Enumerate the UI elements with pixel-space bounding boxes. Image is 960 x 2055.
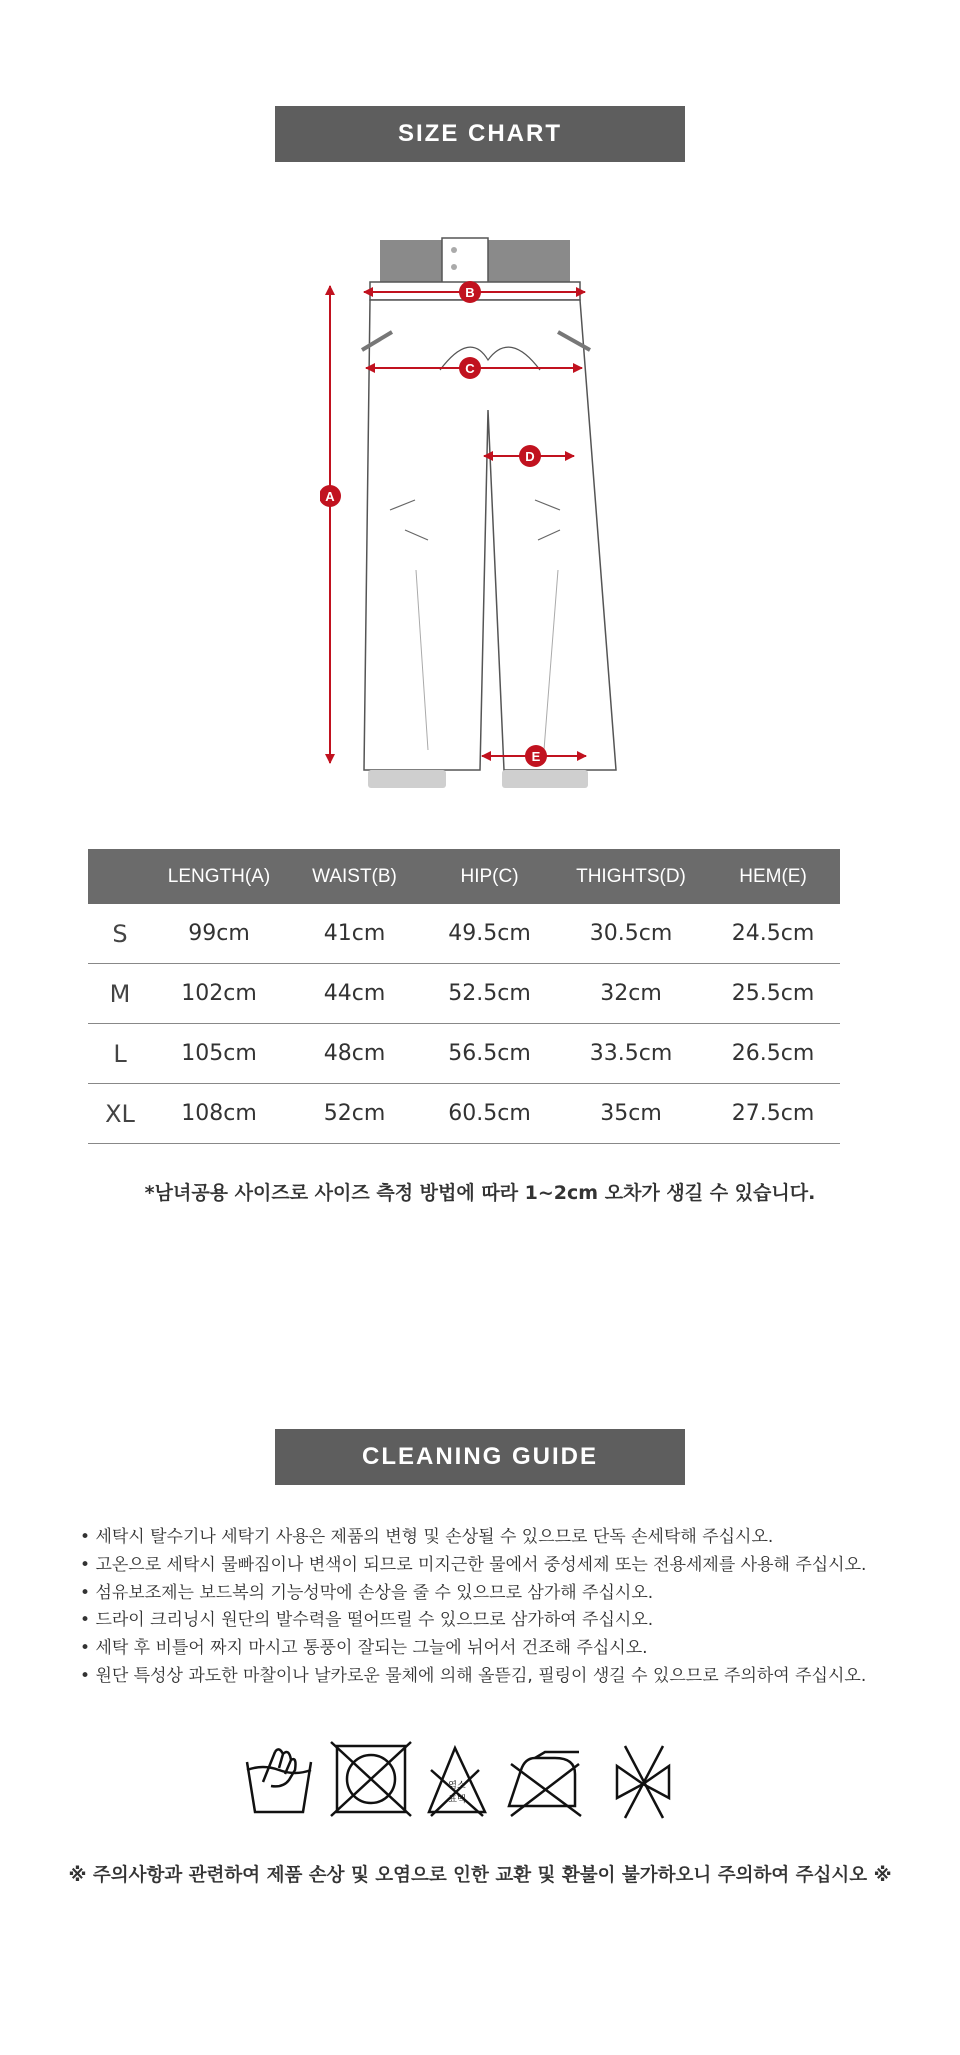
marker-a-label: A [325,489,335,504]
care-icons-row [245,1740,705,1820]
no-bleach-icon [429,1748,485,1816]
header-waist: WAIST(B) [286,849,423,904]
no-tumble-dry-icon [331,1742,411,1816]
marker-b-label: B [465,285,475,300]
header-size [88,849,152,904]
exchange-warning: ※ 주의사항과 관련하여 제품 손상 및 오염으로 인한 교환 및 환불이 불가하오니 주의하여 주십시오 ※ [68,1865,892,1886]
length-cell: 102cm [152,964,286,1024]
header-thighs: THIGHTS(D) [556,849,706,904]
list-item: • 고온으로 세탁시 물빠짐이나 변색이 되므로 미지근한 물에서 중성세제 또는 전용세제를 사용해 주십시오. [80,1552,940,1580]
no-iron-icon [509,1752,581,1816]
hip-cell: 60.5cm [423,1084,556,1144]
cleaning-guide-title: CLEANING GUIDE [361,1443,598,1470]
bleach-icon-text-bottom: 표백 [448,1795,466,1805]
thighs-cell: 33.5cm [556,1024,706,1084]
size-note: *남녀공용 사이즈로 사이즈 측정 방법에 따라 1~2cm 오차가 생길 수 있습니다. [144,1182,816,1204]
hip-cell: 52.5cm [423,964,556,1024]
thighs-cell: 35cm [556,1084,706,1144]
length-cell: 99cm [152,904,286,964]
list-item: • 세탁시 탈수기나 세탁기 사용은 제품의 변형 및 손상될 수 있으므로 단독 손세탁해 주십시오. [80,1524,940,1552]
size-table [88,849,840,1144]
waist-cell: 52cm [286,1084,423,1144]
bleach-icon-text-top: 염소 [448,1781,466,1791]
size-chart-banner [275,106,685,162]
marker-c-label: C [465,361,475,376]
table-row [88,904,840,964]
pants-outline [364,300,616,770]
thighs-cell: 32cm [556,964,706,1024]
header-hip: HIP(C) [423,849,556,904]
hem-cell: 25.5cm [706,964,840,1024]
waist-cell: 44cm [286,964,423,1024]
size-cell: XL [88,1084,152,1144]
list-item: • 세탁 후 비틀어 짜지 마시고 통풍이 잘되는 그늘에 뉘어서 건조해 주십시오. [80,1635,940,1663]
list-item: • 원단 특성상 과도한 마찰이나 날카로운 물체에 의해 올뜯김, 필링이 생길 수 있으므로 주의하여 주십시오. [80,1663,940,1691]
marker-e-label: E [531,749,541,764]
cleaning-guide-banner [275,1429,685,1485]
header-length: LENGTH(A) [152,849,286,904]
size-chart-title: SIZE CHART [398,120,562,147]
length-cell: 105cm [152,1024,286,1084]
size-cell: M [88,964,152,1024]
hem-cell: 26.5cm [706,1024,840,1084]
hip-cell: 56.5cm [423,1024,556,1084]
size-cell: L [88,1024,152,1084]
hem-cell: 27.5cm [706,1084,840,1144]
list-item: • 섬유보조제는 보드복의 기능성막에 손상을 줄 수 있으므로 삼가해 주십시오. [80,1580,940,1608]
length-cell: 108cm [152,1084,286,1144]
header-hem: HEM(E) [706,849,840,904]
list-item: • 드라이 크리닝시 원단의 발수력을 떨어뜨릴 수 있으므로 삼가하여 주십시오. [80,1607,940,1635]
left-cuff [368,770,446,788]
pants-measurement-diagram [320,230,640,790]
waist-cell: 48cm [286,1024,423,1084]
hand-wash-icon [247,1749,311,1812]
marker-d-label: D [525,449,535,464]
hip-cell: 49.5cm [423,904,556,964]
right-cuff [502,770,588,788]
thighs-cell: 30.5cm [556,904,706,964]
no-dry-clean-icon [617,1746,669,1818]
table-row [88,1024,840,1084]
size-cell: S [88,904,152,964]
waist-cell: 41cm [286,904,423,964]
table-row [88,964,840,1024]
cleaning-guide-list [80,1524,940,1691]
table-row [88,1084,840,1144]
hem-cell: 24.5cm [706,904,840,964]
size-table-header-row [88,849,840,904]
